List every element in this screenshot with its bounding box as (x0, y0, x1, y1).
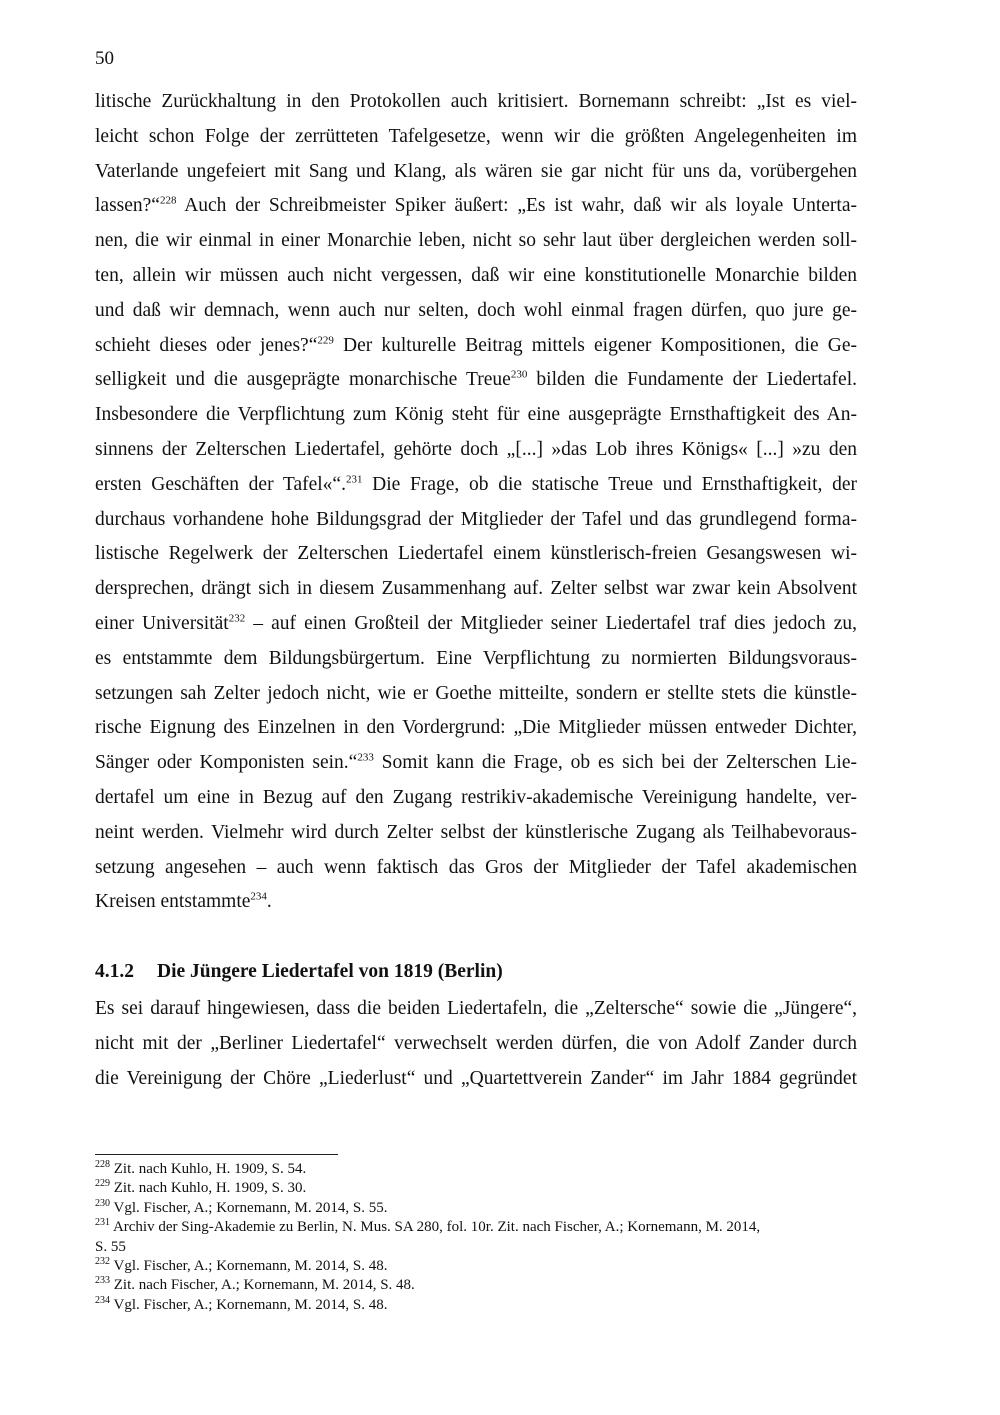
line-text: Auch der Schreibmeister Spiker äußert: „Es ist wahr, daß wir als loyale Unterta- (176, 195, 857, 217)
footnote-text: S. 55 (95, 1238, 126, 1255)
footnote (95, 1160, 857, 1179)
footnote-number: 232 (95, 1256, 110, 1268)
line-text: Der kulturelle Beitrag mittels eigener Kompositionen, die Ge- (333, 334, 857, 356)
line-text: Die Frage, ob die statische Treue und Ernsthaftigkeit, der (362, 473, 857, 495)
footnote-text: Zit. nach Fischer, A.; Kornemann, M. 2014, S. 48. (113, 1277, 415, 1294)
footnote-line (95, 1218, 857, 1237)
text-line: nicht mit der „Berliner Liedertafel“ verwechselt werden dürfen, die von Adolf Zander durch (95, 1032, 857, 1054)
footnote-text: Zit. nach Kuhlo, H. 1909, S. 54. (113, 1161, 307, 1177)
footnote-reference[interactable]: 228 (159, 194, 177, 207)
line-text: bilden die Fundamente der Liedertafel. (527, 369, 857, 391)
text-line (95, 329, 857, 364)
footnote (95, 1296, 857, 1315)
text-line (95, 607, 857, 642)
text-line (95, 746, 857, 781)
text-line: dersprechen, drängt sich in diesem Zusammenhang auf. Zelter selbst war zwar kein Absolvent (95, 578, 857, 600)
line-text: . (266, 891, 272, 913)
body-paragraph (95, 85, 857, 920)
footnote-reference[interactable]: 229 (317, 334, 334, 347)
text-line: litische Zurückhaltung in den Protokollen auch kritisiert. Bornemann schreibt: „Ist es viel- (95, 91, 857, 112)
text-line: dertafel um eine in Bezug auf den Zugang restrikiv-akademische Vereinigung handelte, ver- (95, 786, 857, 808)
footnote-line (95, 1238, 857, 1257)
line-text: Sänger oder Komponisten sein.“ (95, 752, 358, 774)
footnote-line (95, 1257, 857, 1276)
text-line: es entstammte dem Bildungsbürgertum. Eine Verpflichtung zu normierten Bildungsvoraus- (95, 647, 857, 669)
footnote-line (95, 1179, 857, 1198)
footnote-text: Zit. nach Kuhlo, H. 1909, S. 30. (113, 1180, 307, 1197)
footnote-line (95, 1276, 857, 1295)
section-number: 4.1.2 (95, 961, 134, 982)
footnote (95, 1199, 857, 1218)
footnote-text: Vgl. Fischer, A.; Kornemann, M. 2014, S. 48. (113, 1296, 388, 1313)
line-text: – auf einen Großteil der Mitglieder seiner Liedertafel traf dies jedoch zu, (245, 612, 857, 634)
text-line (95, 468, 857, 503)
footnote-reference[interactable]: 230 (510, 368, 528, 381)
text-line: sinnens der Zelterschen Liedertafel, gehörte doch „[...] »das Lob ihres Königs« [...] »zu den (95, 438, 857, 460)
text-line: listische Regelwerk der Zelterschen Liedertafel einem künstlerisch-freien Gesangswesen wi- (95, 543, 857, 565)
text-line: leicht schon Folge der zerrütteten Tafelgesetze, wenn wir die größten Angelegenheiten im (95, 125, 857, 147)
footnotes (95, 1160, 857, 1315)
footnote-line (95, 1296, 857, 1315)
text-line: rische Eignung des Einzelnen in den Vordergrund: „Die Mitglieder müssen entweder Dichter, (95, 717, 857, 739)
line-text: Somit kann die Frage, ob es sich bei der Zelterschen Lie- (373, 752, 857, 774)
footnote (95, 1218, 857, 1257)
text-line: ten, allein wir müssen auch nicht vergessen, daß wir eine konstitutionelle Monarchie bilden (95, 264, 857, 286)
line-text: Kreisen entstammte (95, 891, 251, 913)
footnote-number: 234 (95, 1294, 110, 1306)
footnote-number: 228 (95, 1159, 110, 1170)
text-line: und daß wir demnach, wenn auch nur selten, doch wohl einmal fragen dürfen, quo jure ge- (95, 299, 857, 321)
footnote-separator (95, 1154, 338, 1155)
line-text: einer Universität (95, 612, 229, 634)
text-line: durchaus vorhandene hohe Bildungsgrad der Mitglieder der Tafel und das grundlegend forma- (95, 508, 857, 530)
text-line: setzungen sah Zelter jedoch nicht, wie er Goethe mitteilte, sondern er stellte stets die künstle- (95, 682, 857, 704)
footnote-reference[interactable]: 233 (357, 751, 374, 764)
footnote-number: 230 (95, 1197, 110, 1209)
section-paragraph (95, 992, 857, 1096)
line-text: selligkeit und die ausgeprägte monarchische Treue (95, 369, 511, 391)
text-line (95, 885, 857, 920)
section-heading (95, 961, 503, 983)
text-line: setzung angesehen – auch wenn faktisch das Gros der Mitglieder der Tafel akademischen (95, 856, 857, 878)
footnote-reference[interactable]: 234 (250, 890, 267, 903)
footnote (95, 1179, 857, 1198)
footnote-text: Vgl. Fischer, A.; Kornemann, M. 2014, S. 48. (113, 1258, 388, 1275)
text-line: die Vereinigung der Chöre „Liederlust“ und „Quartettverein Zander“ im Jahr 1884 gegründet (95, 1067, 857, 1089)
footnote-text: Vgl. Fischer, A.; Kornemann, M. 2014, S. 55. (113, 1199, 388, 1216)
section-title: Die Jüngere Liedertafel von 1819 (Berlin) (157, 961, 503, 982)
footnote-reference[interactable]: 231 (345, 473, 363, 486)
footnote-number: 229 (95, 1178, 110, 1190)
text-line (95, 189, 857, 224)
footnote-line (95, 1199, 857, 1218)
footnote-reference[interactable]: 232 (228, 612, 246, 625)
text-line: neint werden. Vielmehr wird durch Zelter selbst der künstlerische Zugang als Teilhabevoraus- (95, 821, 857, 843)
text-line: nen, die wir einmal in einer Monarchie leben, nicht so sehr laut über dergleichen werden soll- (95, 230, 857, 252)
line-text: ersten Geschäften der Tafel«“. (95, 473, 346, 495)
footnote-text: Archiv der Sing-Akademie zu Berlin, N. Mus. SA 280, fol. 10r. Zit. nach Fischer, A.; Kornemann, M. 2014, (112, 1219, 761, 1236)
footnote-line (95, 1160, 857, 1179)
text-line (95, 363, 857, 398)
text-line: Es sei darauf hingewiesen, dass die beiden Liedertafeln, die „Zeltersche“ sowie die „Jüngere“, (95, 998, 857, 1019)
footnote (95, 1276, 857, 1295)
text-line: Vaterlande ungefeiert mit Sang und Klang, als wären sie gar nicht für uns da, vorübergehen (95, 160, 857, 182)
text-line: Insbesondere die Verpflichtung zum König steht für eine ausgeprägte Ernsthaftigkeit des An- (95, 404, 857, 426)
page-number: 50 (95, 48, 114, 69)
footnote-number: 231 (95, 1217, 110, 1229)
line-text: lassen?“ (95, 195, 160, 217)
footnote-number: 233 (95, 1275, 110, 1287)
line-text: schieht dieses oder jenes?“ (95, 334, 318, 356)
footnote (95, 1257, 857, 1276)
